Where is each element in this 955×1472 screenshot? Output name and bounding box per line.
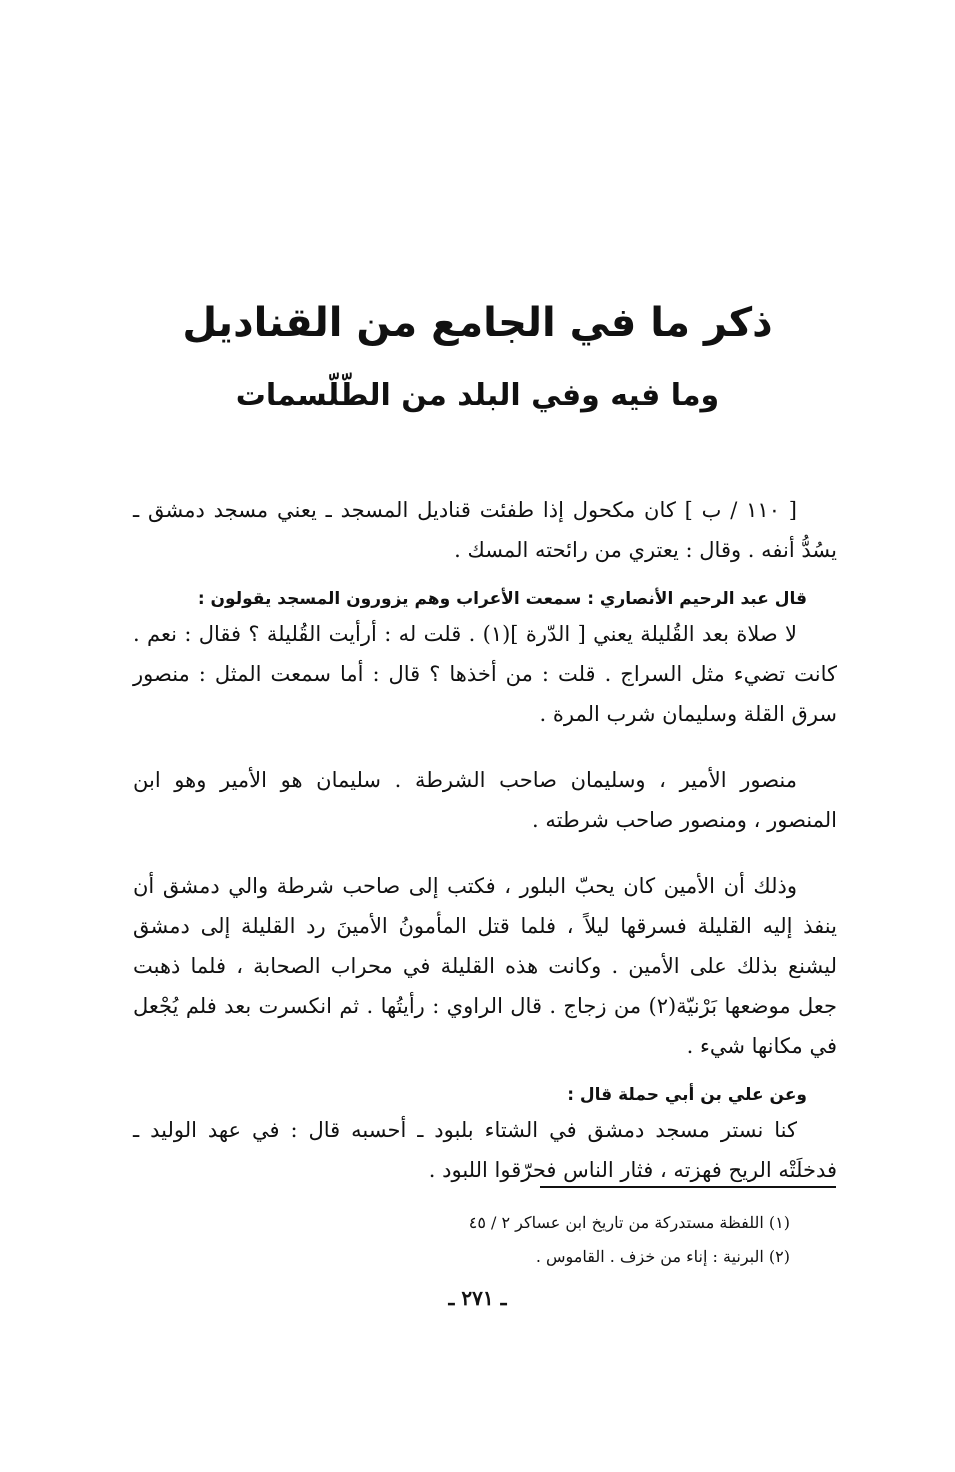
paragraph-text: [ ١١٠ / ب ] كان مكحول إذا طفئت قناديل المسجد ـ يعني مسجد دمشق ـ يسُدُّ أنفه . وقال : يعتري من رائحته المسك . bbox=[133, 498, 837, 562]
paragraph-qulayla bbox=[133, 614, 837, 734]
paragraph-amin bbox=[133, 866, 837, 1066]
paragraph-text: لا صلاة بعد القُليلة يعني [ الدّرة ](١) . قلت له : أرأيت القُليلة ؟ فقال : نعم . كانت تضيء مثل السراج . قلت : من أخذها ؟ قال : أما سمعت المثل : منصور سرق القلة وسليمان شرب المرة . bbox=[133, 622, 837, 726]
paragraph-text: منصور الأمير ، وسليمان صاحب الشرطة . سليمان هو الأمير وهو ابن المنصور ، ومنصور صاحب شرطته . bbox=[133, 768, 837, 832]
paragraph-text: وذلك أن الأمين كان يحبّ البلور ، فكتب إلى صاحب شرطة والي دمشق أن ينفذ إليه القليلة فسرقها ليلاً ، فلما قتل المأمونُ الأمينَ رد القليلة إلى دمشق ليشنع بذلك على الأمين . وكانت هذه القليلة في محراب الصحابة ، فلما ذهبت جعل موضعها بَرْنيّة(٢) من زجاج . قال الراوي : رأيتُها . ثم انكسرت بعد فلم يُجْعل في مكانها شيء . bbox=[133, 874, 837, 1058]
page-title: ذكر ما في الجامع من القناديل bbox=[182, 300, 773, 346]
footnote-1: (١) اللفظة مستدركة من تاريخ ابن عساكر ٢ / ٤٥ bbox=[468, 1213, 790, 1232]
body-text bbox=[133, 490, 837, 1190]
attribution-abd-al-rahim: قال عبد الرحيم الأنصاري : سمعت الأعراب وهم يزورون المسجد يقولون : bbox=[197, 589, 807, 609]
footnote-2: (٢) البرنية : إناء من خزف . القاموس . bbox=[535, 1247, 790, 1266]
page-number: ـ ٢٧١ ـ bbox=[448, 1286, 507, 1310]
paragraph-text: كنا نستر مسجد دمشق في الشتاء بلبود ـ أحسبه قال : في عهد الوليد ـ فدخلَتْه الريح فهزته ، فثار الناس فحرّقوا اللبود . bbox=[133, 1118, 837, 1182]
paragraph-mansur bbox=[133, 760, 837, 840]
page-subtitle: وما فيه وفي البلد من الطّلّسمات bbox=[235, 378, 720, 413]
paragraph-makhul bbox=[133, 490, 837, 570]
attribution-ali-ibn-abi-hamla: وعن علي بن أبي حملة قال : bbox=[567, 1085, 807, 1105]
paragraph-lubud bbox=[133, 1110, 837, 1190]
footnote-divider bbox=[540, 1186, 836, 1188]
footnotes bbox=[200, 1206, 790, 1274]
